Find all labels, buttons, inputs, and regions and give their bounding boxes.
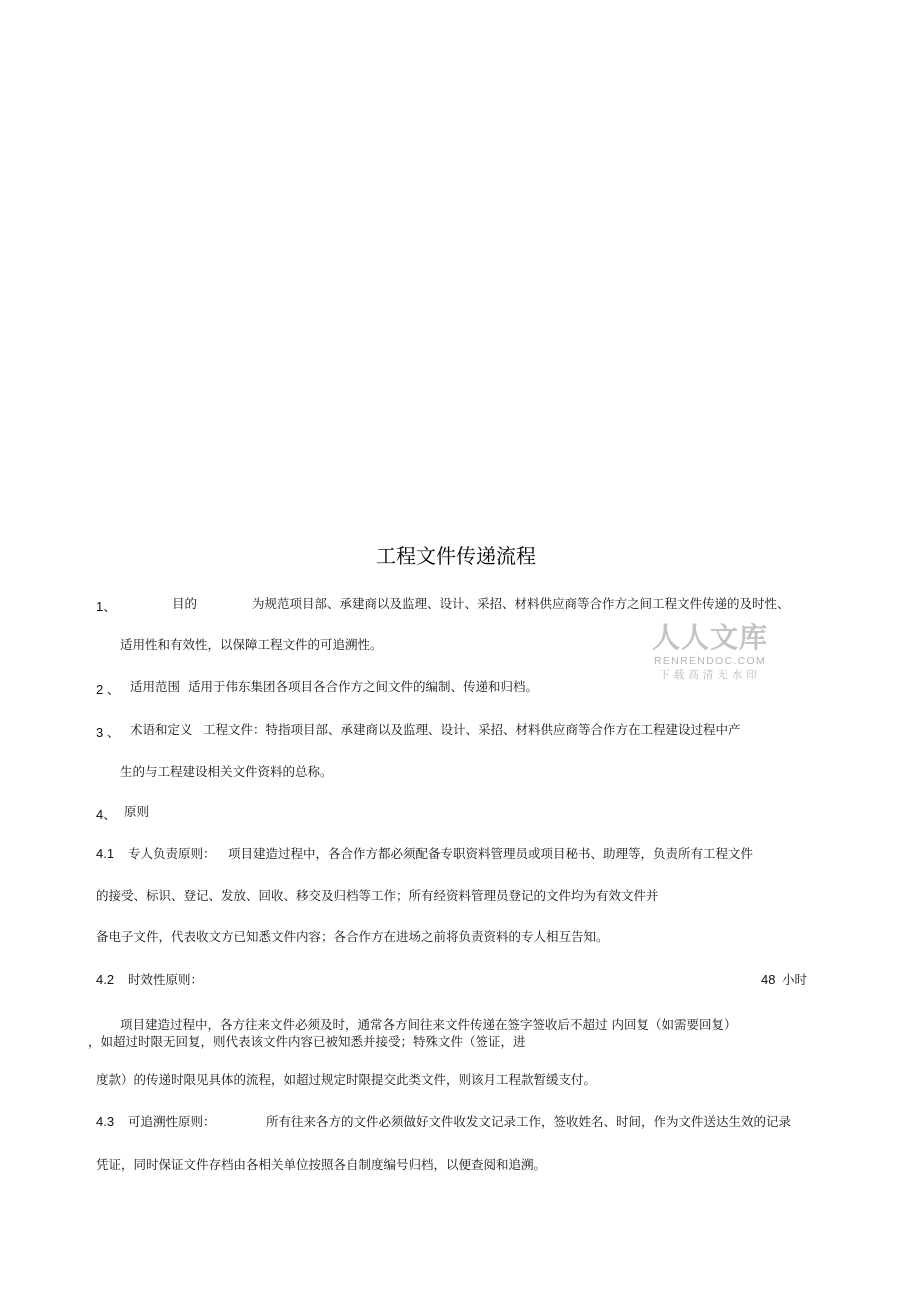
section-4-2-hours-number: 48 [761, 972, 776, 987]
section-4-1-text-line-3: 备电子文件，代表收文方已知悉文件内容；各合作方在进场之前将负责资料的专人相互告知。 [96, 929, 609, 944]
section-2-text-line-1: 适用于伟东集团各项目各合作方之间文件的编制、传递和归档。 [188, 679, 539, 694]
document-title: 工程文件传递流程 [376, 544, 536, 568]
watermark-tagline: 下载高清无水印 [659, 669, 761, 681]
section-1-text-line-2: 适用性和有效性，以保障工程文件的可追溯性。 [120, 637, 383, 652]
section-4-2-hours-unit: 小时 [782, 972, 808, 987]
section-1-number: 1、 [96, 599, 117, 614]
section-4-1-number: 4.1 [96, 846, 115, 861]
section-4-2-text-line-1: 项目建造过程中，各方往来文件必须及时，通常各方间往来文件传递在签字签收后不超过 内回复（如需要回复） [120, 1017, 737, 1032]
section-4-1-text-line-2: 的接受、标识、登记、发放、回收、移交及归档等工作；所有经资料管理员登记的文件均为有效文件并 [96, 888, 659, 903]
watermark [646, 622, 774, 682]
section-4-2-text-line-2: ，如超过时限无回复，则代表该文件内容已被知悉并接受；特殊文件（签证，进 [88, 1034, 526, 1049]
section-4-2-number: 4.2 [96, 972, 115, 987]
section-3-number: 3 、 [96, 725, 120, 740]
section-4-heading: 原则 [124, 804, 150, 819]
watermark-domain: RENRENDOC.COM [654, 655, 766, 667]
section-3-heading: 术语和定义 [130, 722, 193, 737]
section-2-number: 2 、 [96, 682, 120, 697]
section-3-text-line-2: 生的与工程建设相关文件资料的总称。 [120, 764, 333, 779]
section-1-text-line-1: 为规范项目部、承建商以及监理、设计、采招、材料供应商等合作方之间工程文件传递的及时性、 [252, 596, 790, 611]
section-4-1-text-line-1: 项目建造过程中，各合作方都必须配备专职资料管理员或项目秘书、助理等，负责所有工程文件 [228, 846, 754, 861]
section-2-heading: 适用范围 [130, 679, 181, 694]
section-3-text-line-1: 工程文件：特指项目部、承建商以及监理、设计、采招、材料供应商等合作方在工程建设过程中产 [203, 722, 741, 737]
section-4-3-number: 4.3 [96, 1114, 115, 1129]
section-4-3-text-line-2: 凭证，同时保证文件存档由各相关单位按照各自制度编号归档，以便查阅和追溯。 [96, 1157, 547, 1172]
section-1-heading: 目的 [172, 596, 198, 611]
section-4-3-text-line-1: 所有往来各方的文件必须做好文件收发文记录工作，签收姓名、时间，作为文件送达生效的记录 [266, 1114, 792, 1129]
section-4-2-text-line-3: 度款）的传递时限见具体的流程，如超过规定时限提交此类文件，则该月工程款暂缓支付。 [96, 1072, 597, 1087]
watermark-brand: 人人文库 [651, 621, 768, 654]
section-4-1-heading: 专人负责原则： [128, 846, 216, 861]
section-4-3-heading: 可追溯性原则： [128, 1114, 216, 1129]
section-4-2-heading: 时效性原则： [128, 972, 204, 987]
section-4-number: 4、 [96, 807, 117, 822]
